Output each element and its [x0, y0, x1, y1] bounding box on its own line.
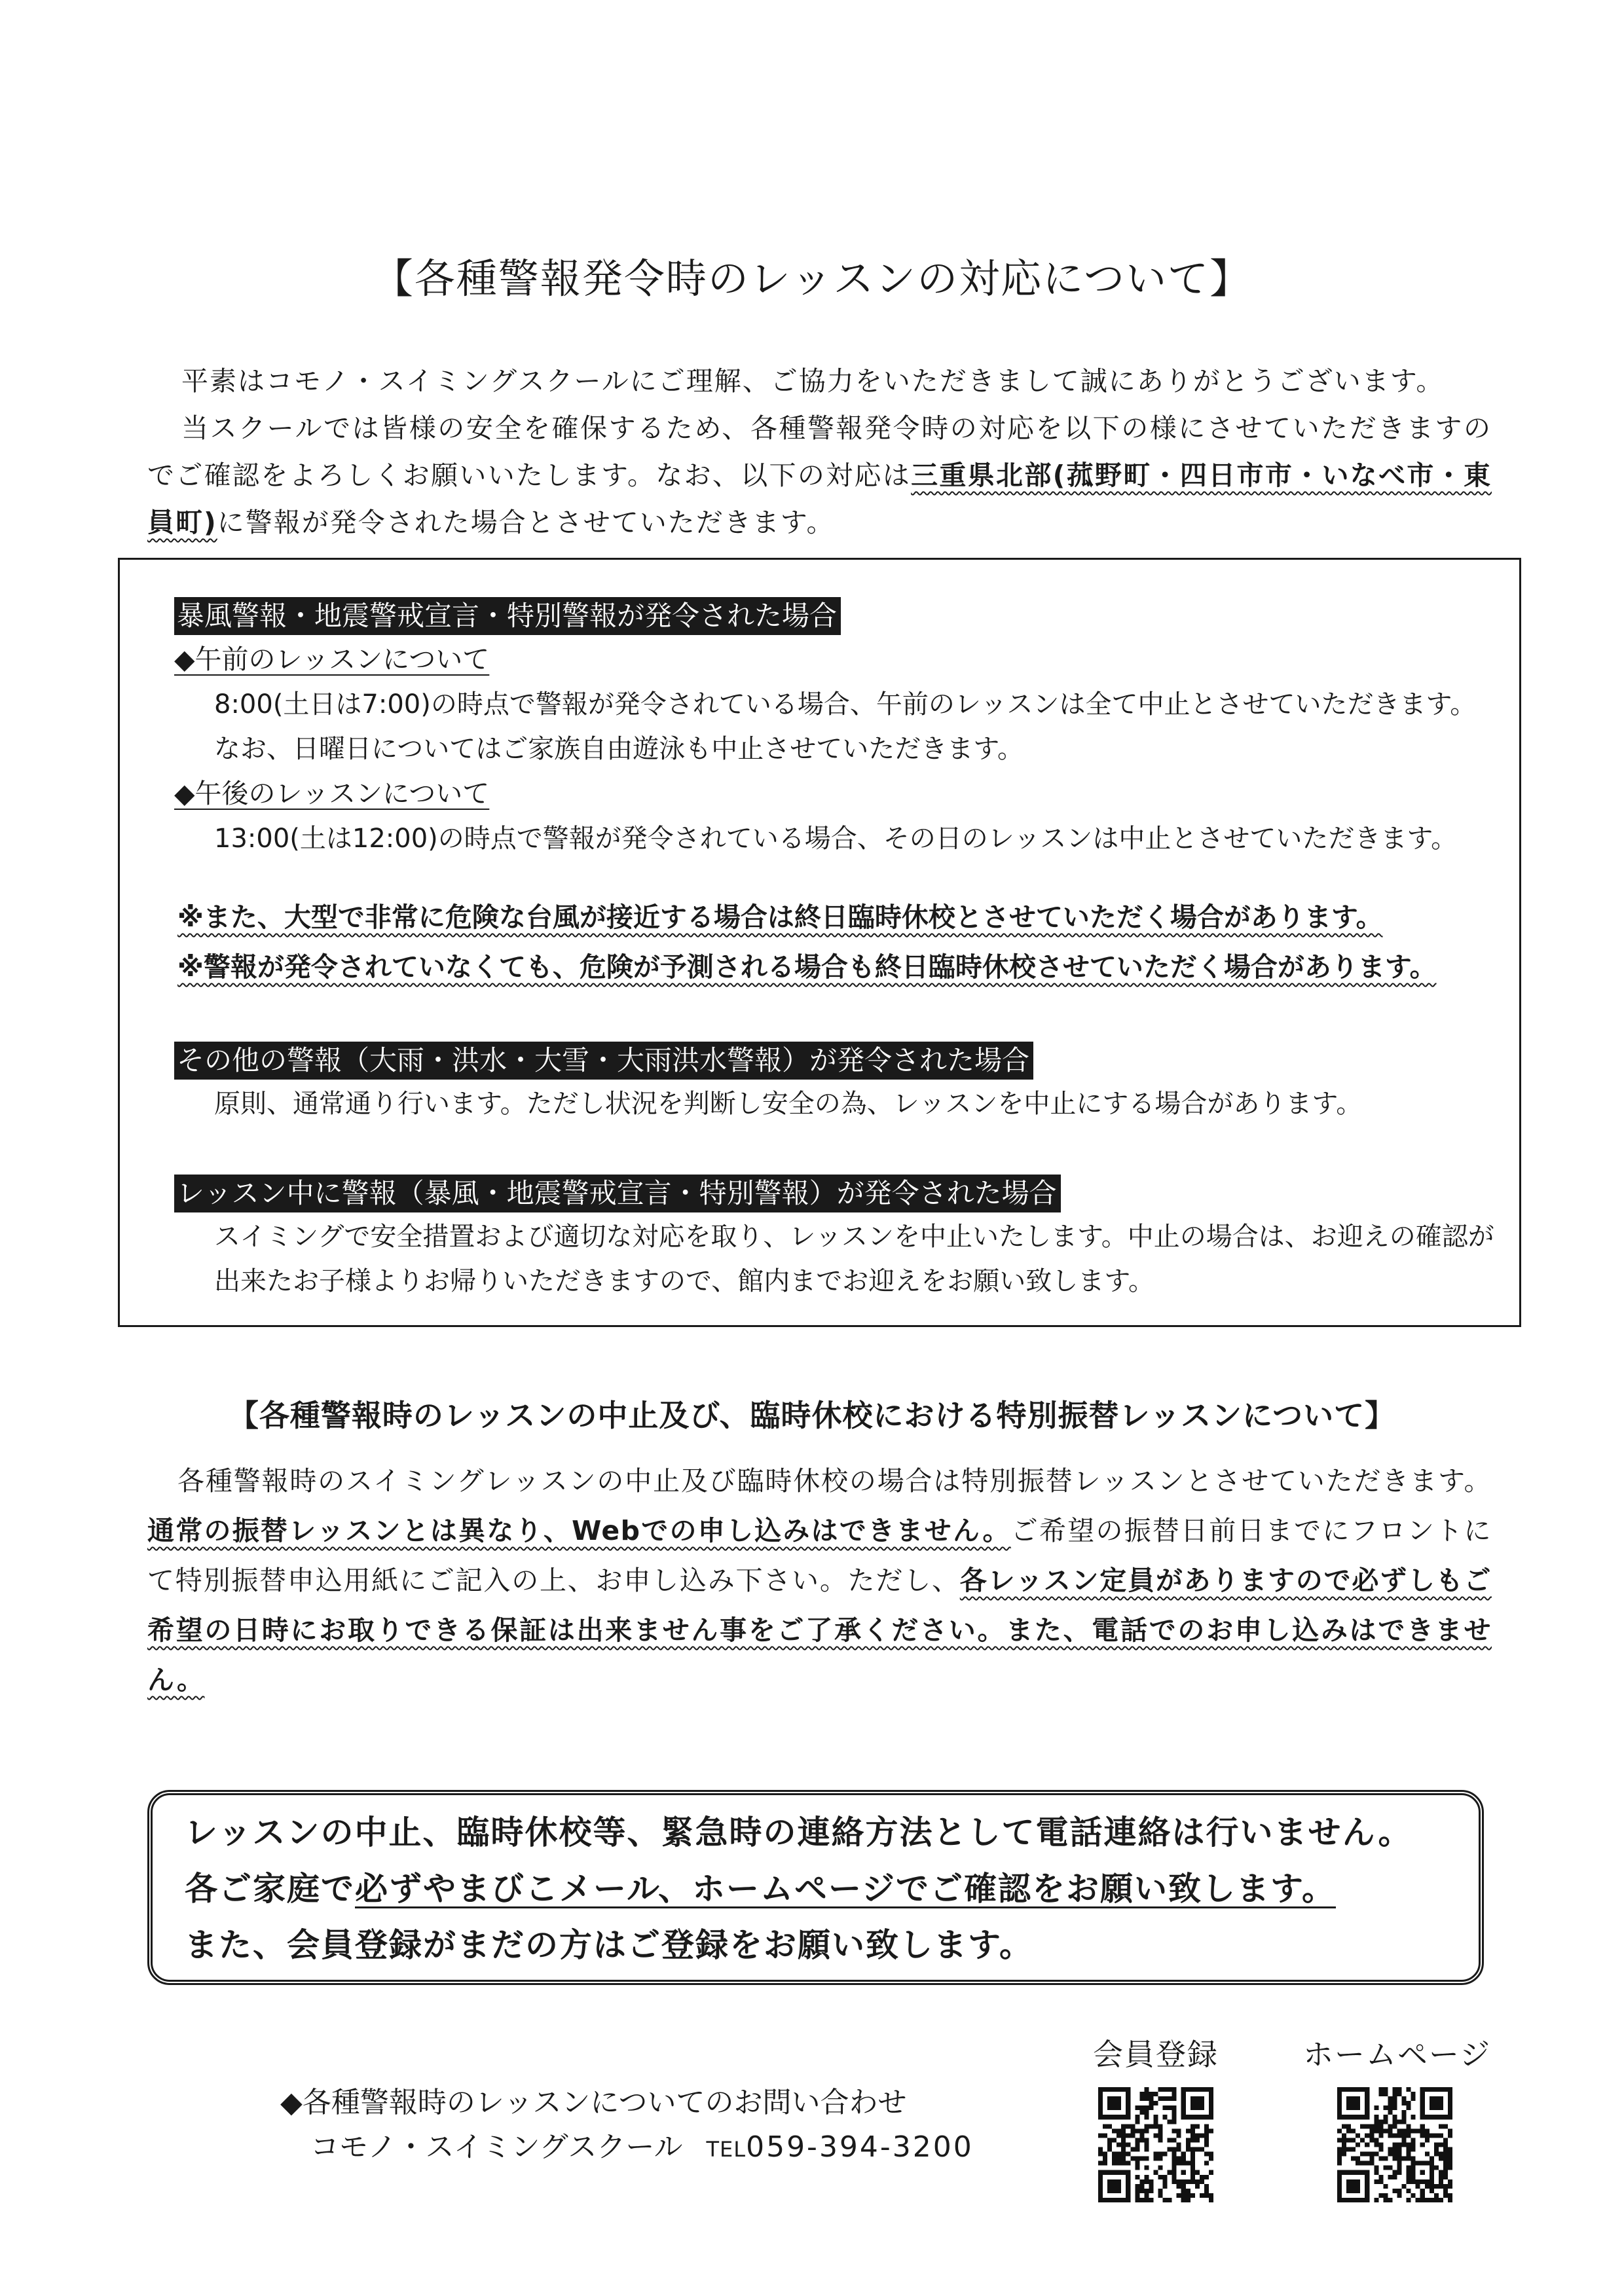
makeup-lesson-text-1: 各種警報時のスイミングレッスンの中止及び臨時休校の場合は特別振替レッスンとさせていただきます。: [177, 1465, 1492, 1497]
morning-lessons-heading: ◆午前のレッスンについて: [174, 644, 490, 675]
homepage-label: ホームページ: [1303, 2037, 1492, 2072]
typhoon-closure-note-text: ※また、大型で非常に危険な台風が接近する場合は終日臨時休校とさせていただく場合があります。: [177, 902, 1383, 933]
target-area: 三重県北部(菰野町・四日市市・いなべ市・東員町): [147, 460, 1492, 538]
intro-policy-tail: に警報が発令された場合とさせていただきます。: [217, 507, 835, 538]
intro-policy-text: 当スクールでは皆様の安全を確保するため、各種警報発令時の対応を以下の様にさせていただきますのでご確認をよろしくお願いいたします。なお、以下の対応は: [147, 412, 1492, 491]
severe-alert-heading-row: [174, 592, 1504, 637]
contact-line: [310, 2125, 974, 2172]
homepage-qr-block: [1303, 2035, 1492, 2202]
qr-code-modules: [1337, 2087, 1452, 2202]
makeup-lesson-text-2: ご希望の振替日前日までにフロントにて特別振替申込用紙にご記入の上、お申し込み下さい。ただし、: [147, 1515, 1492, 1596]
makeup-lesson-body: [147, 1456, 1492, 1705]
notice-line-2: [185, 1861, 1459, 1917]
emergency-contact-notice: [147, 1790, 1484, 1985]
tel-label: TEL: [706, 2137, 747, 2162]
morning-lessons-rule: 8:00(土日は7:00)の時点で警報が発令されている場合、午前のレッスンは全て中止とさせていただきます。: [214, 689, 1477, 720]
predicted-danger-closure-note-text: ※警報が発令されていなくても、危険が予測される場合も終日臨時休校させていただく場合があります。: [177, 951, 1437, 983]
contact-heading: ◆各種警報時のレッスンについてのお問い合わせ: [280, 2086, 907, 2119]
document-title: 【各種警報発令時のレッスンの対応について】: [372, 255, 1252, 302]
notice-line-1: レッスンの中止、臨時休校等、緊急時の連絡方法として電話連絡は行いません。: [185, 1813, 1412, 1851]
afternoon-lessons-heading: ◆午後のレッスンについて: [174, 778, 490, 809]
tel-number: 059-394-3200: [746, 2130, 974, 2164]
predicted-danger-closure-note: [177, 945, 1504, 989]
morning-lessons-heading-row: [174, 637, 1504, 682]
phone-number: [706, 2130, 973, 2164]
member-registration-label: 会員登録: [1093, 2037, 1219, 2072]
no-web-application-note: 通常の振替レッスンとは異なり、Webでの申し込みはできません。: [147, 1515, 1011, 1546]
notice-line-2-emphasis: 必ずやまびこメール、ホームページでご確認をお願い致します。: [355, 1870, 1336, 1908]
makeup-lesson-title: 【各種警報時のレッスンの中止及び、臨時休校における特別振替レッスンについて】: [228, 1398, 1396, 1433]
notice-line-3: また、会員登録がまだの方はご登録をお願い致します。: [185, 1926, 1033, 1964]
free-swim-note: なお、日曜日についてはご家族自由遊泳も中止させていただきます。: [214, 734, 1024, 764]
afternoon-lessons-heading-row: [174, 771, 1504, 816]
intro-policy: [147, 405, 1492, 546]
qr-code-icon: [1337, 2087, 1452, 2202]
during-lesson-alert-heading-row: [174, 1170, 1504, 1214]
other-alerts-heading-row: [174, 1037, 1504, 1082]
afternoon-lessons-rule: 13:00(土は12:00)の時点で警報が発令されている場合、その日のレッスンは中止とさせていただきます。: [214, 824, 1458, 854]
alert-response-box: [118, 558, 1521, 1327]
qr-code-icon: [1098, 2087, 1213, 2202]
notice-line-2-lead: 各ご家庭で: [185, 1870, 355, 1908]
intro-section: [147, 357, 1492, 546]
other-alerts-body: 原則、通常通り行います。ただし状況を判断し安全の為、レッスンを中止にする場合があります。: [214, 1089, 1363, 1119]
severe-alert-heading: 暴風警報・地震警戒宣言・特別警報が発令された場合: [174, 597, 841, 635]
typhoon-closure-note: [177, 895, 1504, 939]
other-alerts-heading: その他の警報（大雨・洪水・大雪・大雨洪水警報）が発令された場合: [174, 1042, 1033, 1080]
school-name: コモノ・スイミングスクール: [310, 2130, 683, 2164]
capacity-and-phone-note: 各レッスン定員がありますので必ずしもご希望の日時にお取りできる保証は出来ません事をご了承ください。また、電話でのお申し込みはできません。: [147, 1565, 1492, 1696]
during-lesson-alert-body: スイミングで安全措置および適切な対応を取り、レッスンを中止いたします。中止の場合は、お迎えの確認が出来たお子様よりお帰りいただきますので、館内までお迎えをお願い致します。: [214, 1222, 1494, 1296]
qr-code-modules: [1098, 2087, 1213, 2202]
member-registration-qr-block: [1090, 2035, 1221, 2202]
during-lesson-alert-heading: レッスン中に警報（暴風・地震警戒宣言・特別警報）が発令された場合: [174, 1175, 1061, 1212]
contact-footer: [0, 2035, 1624, 2231]
intro-greeting: 平素はコモノ・スイミングスクールにご理解、ご協力をいただきまして誠にありがとうございます。: [181, 365, 1445, 397]
